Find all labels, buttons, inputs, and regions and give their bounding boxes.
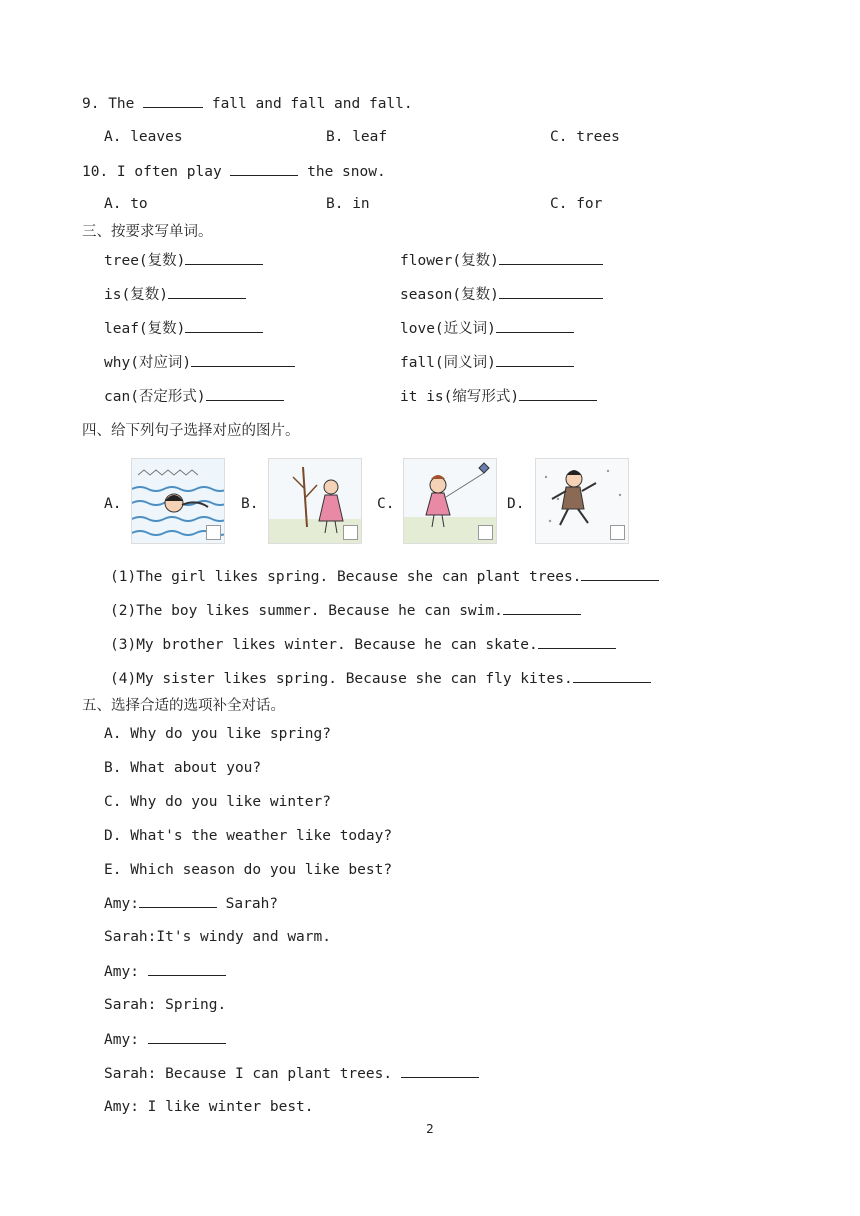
word-item: leaf(复数) [104, 318, 263, 339]
q10-option-a: A. to [104, 196, 148, 212]
word-item: it is(缩写形式) [400, 386, 597, 407]
answer-blank[interactable] [496, 352, 574, 367]
answer-box[interactable] [206, 525, 221, 540]
answer-blank[interactable] [230, 161, 298, 176]
question-9-stem: 9. The fall and fall and fall. [82, 93, 413, 114]
answer-blank[interactable] [573, 668, 651, 683]
answer-blank[interactable] [143, 93, 203, 108]
section-4-title: 四、给下列句子选择对应的图片。 [82, 423, 300, 439]
picture-b-planting-trees [268, 458, 362, 544]
answer-blank[interactable] [499, 250, 603, 265]
answer-blank[interactable] [148, 1029, 226, 1044]
dialog-option: D. What's the weather like today? [104, 828, 393, 844]
picture-d-skating [535, 458, 629, 544]
picture-sentence: (3)My brother likes winter. Because he can skate. [110, 634, 616, 655]
answer-blank[interactable] [139, 893, 217, 908]
q9-option-a: A. leaves [104, 129, 183, 145]
dialog-option: E. Which season do you like best? [104, 862, 393, 878]
word-item: season(复数) [400, 284, 603, 305]
dialog-line: Amy: I like winter best. [104, 1099, 314, 1115]
picture-label-c: C. [377, 496, 395, 512]
word-item: why(对应词) [104, 352, 295, 373]
dialog-option: B. What about you? [104, 760, 262, 776]
answer-blank[interactable] [401, 1063, 479, 1078]
answer-blank[interactable] [503, 600, 581, 615]
picture-sentence: (1)The girl likes spring. Because she can plant trees. [110, 566, 659, 587]
dialog-option: C. Why do you like winter? [104, 794, 331, 810]
picture-label-d: D. [507, 496, 525, 512]
answer-blank[interactable] [206, 386, 284, 401]
picture-label-b: B. [241, 496, 259, 512]
answer-blank[interactable] [148, 961, 226, 976]
section-3-title: 三、按要求写单词。 [82, 224, 213, 240]
dialog-line: Sarah: Because I can plant trees. [104, 1063, 479, 1084]
word-item: can(否定形式) [104, 386, 284, 407]
dialog-option: A. Why do you like spring? [104, 726, 331, 742]
section-5-title: 五、选择合适的选项补全对话。 [82, 698, 285, 714]
picture-sentence: (4)My sister likes spring. Because she can fly kites. [110, 668, 651, 689]
answer-blank[interactable] [191, 352, 295, 367]
dialog-line: Sarah: Spring. [104, 997, 227, 1013]
picture-c-flying-kite [403, 458, 497, 544]
word-item: fall(同义词) [400, 352, 574, 373]
answer-blank[interactable] [519, 386, 597, 401]
q9-option-c: C. trees [550, 129, 620, 145]
word-item: flower(复数) [400, 250, 603, 271]
word-item: tree(复数) [104, 250, 263, 271]
answer-blank[interactable] [496, 318, 574, 333]
answer-blank[interactable] [581, 566, 659, 581]
answer-box[interactable] [343, 525, 358, 540]
picture-sentence: (2)The boy likes summer. Because he can swim. [110, 600, 581, 621]
dialog-line: Sarah:It's windy and warm. [104, 929, 331, 945]
dialog-line: Amy: [104, 961, 226, 982]
q9-option-b: B. leaf [326, 129, 388, 145]
answer-box[interactable] [610, 525, 625, 540]
word-item: love(近义词) [400, 318, 574, 339]
answer-blank[interactable] [168, 284, 246, 299]
q10-option-b: B. in [326, 196, 370, 212]
word-item: is(复数) [104, 284, 246, 305]
answer-blank[interactable] [185, 318, 263, 333]
picture-a-swimming [131, 458, 225, 544]
answer-blank[interactable] [499, 284, 603, 299]
answer-blank[interactable] [185, 250, 263, 265]
dialog-line: Amy: Sarah? [104, 893, 278, 914]
answer-blank[interactable] [538, 634, 616, 649]
page-number: 2 [426, 1122, 434, 1136]
q10-option-c: C. for [550, 196, 603, 212]
picture-label-a: A. [104, 496, 122, 512]
dialog-line: Amy: [104, 1029, 226, 1050]
question-10-stem: 10. I often play the snow. [82, 161, 386, 182]
answer-box[interactable] [478, 525, 493, 540]
